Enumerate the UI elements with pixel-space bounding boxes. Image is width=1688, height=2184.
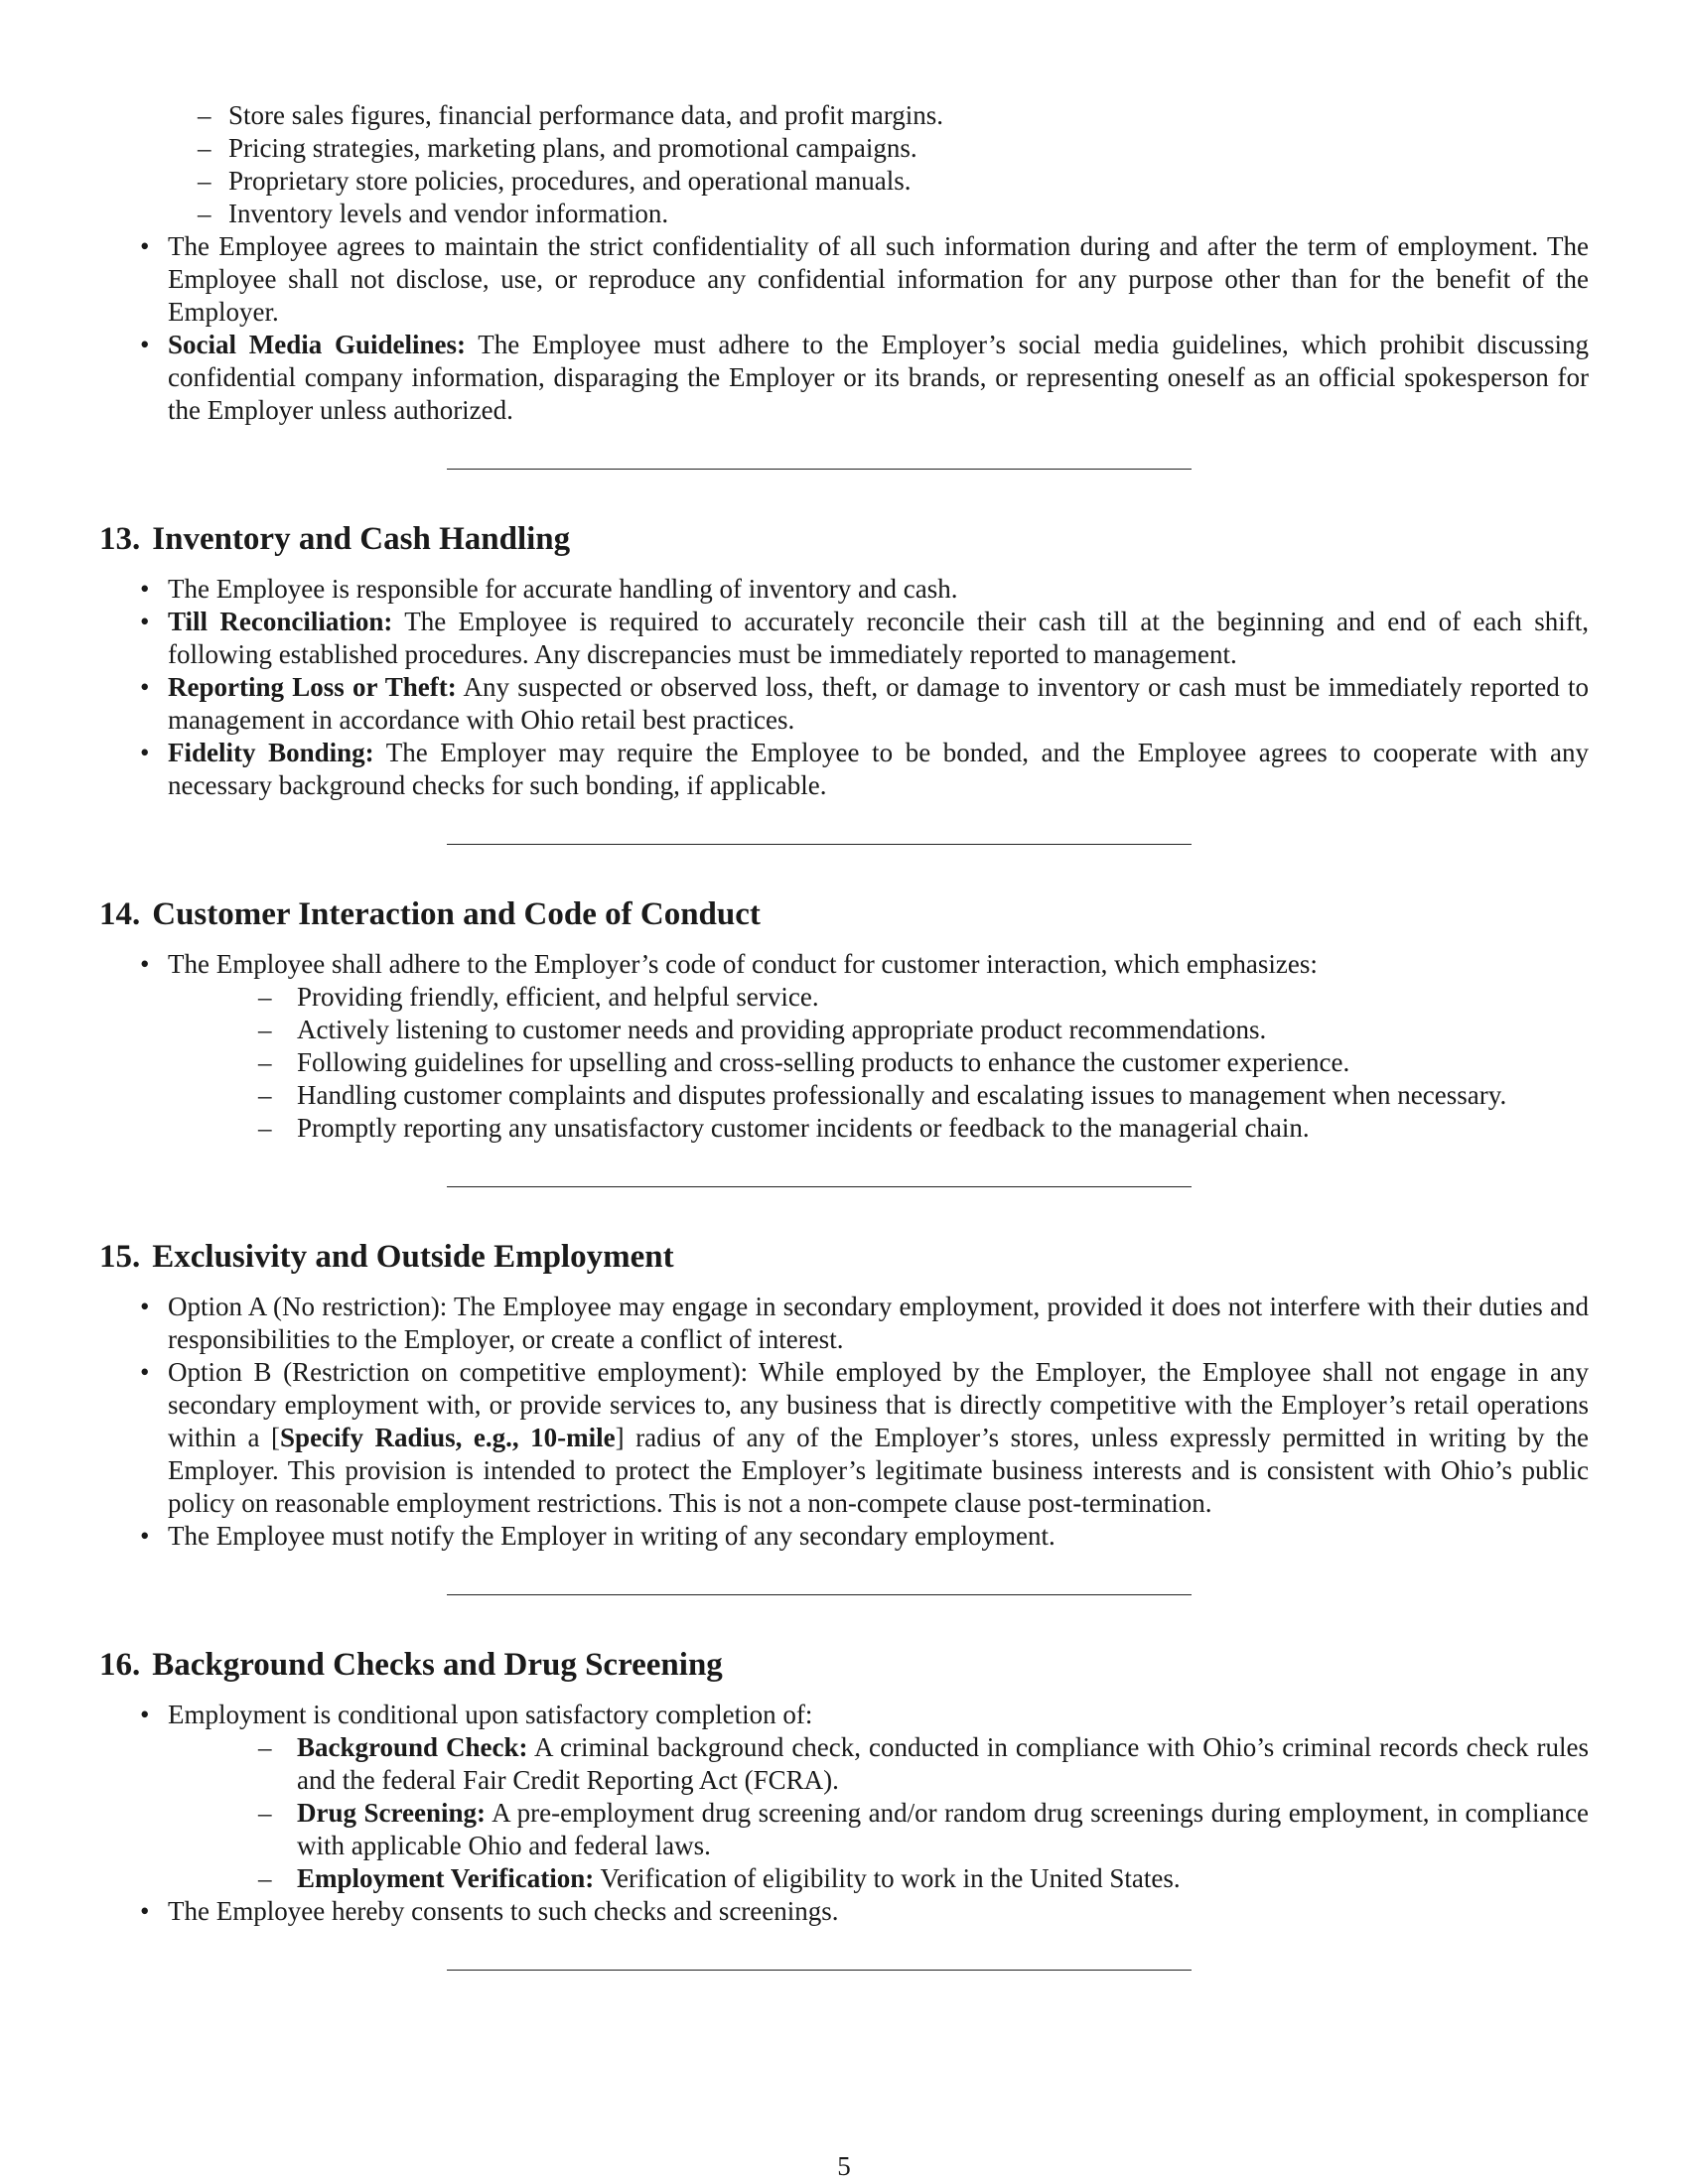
section-number: 16.: [99, 1647, 141, 1683]
section-divider: [447, 1970, 1192, 1971]
clause-text: Verification of eligibility to work in the United States.: [594, 1863, 1181, 1893]
confidential-items-list: [168, 99, 1589, 230]
list-item: – Providing friendly, efficient, and helpful service.: [168, 981, 1589, 1014]
section-number: 14.: [99, 896, 141, 932]
section-15-list: [99, 1291, 1589, 1553]
list-item: • The Employee must notify the Employer in writing of any secondary employment.: [99, 1520, 1589, 1553]
list-item: [99, 1699, 1589, 1895]
clause-text: The Employee is required to accurately reconcile their cash till at the beginning and end of each shift, following established procedures. Any discrepancies must be immediately reported to management.: [168, 607, 1590, 669]
confidential-items-group: [99, 99, 1589, 230]
section-number: 13.: [99, 521, 141, 557]
clause-label: Background Check:: [297, 1732, 528, 1762]
page-number: 5: [837, 2151, 851, 2181]
clause-label: Employment Verification:: [297, 1863, 595, 1893]
list-item: – Pricing strategies, marketing plans, and promotional campaigns.: [168, 132, 1589, 165]
clause-label: Social Media Guidelines:: [168, 330, 466, 359]
list-item: • The Employee is responsible for accurate handling of inventory and cash.: [99, 573, 1589, 606]
clause-text: The Employee shall adhere to the Employer’s code of conduct for customer interaction, which emphasizes:: [168, 949, 1318, 979]
list-item: [99, 948, 1589, 1145]
clause-text: A pre-employment drug screening and/or random drug screenings during employment, in compliance with applicable Ohio and federal laws.: [297, 1798, 1589, 1860]
list-item: – Handling customer complaints and disputes professionally and escalating issues to management when necessary.: [168, 1079, 1589, 1112]
clause-text: ] radius of any of the Employer’s stores, unless expressly permitted in writing by the Employer. This provision is intended to protect the Employer’s legitimate business interests and is consistent with Ohio’s public policy on reasonable employment restrictions. This is not a non-compete clause post-termination.: [168, 1423, 1589, 1518]
clause-label: Fidelity Bonding:: [168, 738, 374, 767]
section-heading: [99, 519, 1589, 559]
list-item: • Option A (No restriction): The Employee may engage in secondary employment, provided it does not interfere with their duties and responsibilities to the Employer, or create a conflict of interest.: [99, 1291, 1589, 1356]
section-title: Inventory and Cash Handling: [152, 521, 571, 557]
social-media-clause: [99, 329, 1589, 427]
section-16-list: [99, 1699, 1589, 1928]
section-13-list: [99, 573, 1589, 802]
list-item: [99, 737, 1589, 802]
list-item: – Inventory levels and vendor information.: [168, 198, 1589, 230]
list-item: – Promptly reporting any unsatisfactory customer incidents or feedback to the managerial chain.: [168, 1112, 1589, 1145]
section-14-list: [99, 948, 1589, 1145]
document-page: [99, 99, 1589, 1971]
section-divider: [447, 1594, 1192, 1595]
section-divider: [447, 844, 1192, 845]
conduct-items-list: [168, 981, 1589, 1145]
list-item: [168, 1731, 1589, 1797]
list-item: [99, 671, 1589, 737]
clause-text: A criminal background check, conducted in compliance with Ohio’s criminal records check rules and the federal Fair Credit Reporting Act (FCRA).: [297, 1732, 1589, 1795]
list-item: • The Employee hereby consents to such checks and screenings.: [99, 1895, 1589, 1928]
list-item: – Following guidelines for upselling and cross-selling products to enhance the customer experience.: [168, 1046, 1589, 1079]
clause-label: Reporting Loss or Theft:: [168, 672, 457, 702]
section-heading: [99, 1237, 1589, 1277]
list-item: [168, 1862, 1589, 1895]
section-12-continuation: [99, 99, 1589, 427]
list-item: [168, 1797, 1589, 1862]
clause-text: Option B (Restriction on competitive employment): While employed by the Employer, the Employee shall not engage in any secondary employment with, or provide services to, any business that is directly competitive with the Employer’s retail operations within a [: [168, 1357, 1589, 1452]
clause-text: Any suspected or observed loss, theft, or damage to inventory or cash must be immediately reported to management in accordance with Ohio retail best practices.: [168, 672, 1589, 735]
list-item: [99, 1356, 1589, 1520]
confidentiality-clause: • The Employee agrees to maintain the strict confidentiality of all such information during and after the term of employment. The Employee shall not disclose, use, or reproduce any confidential information for any purpose other than for the benefit of the Employer.: [99, 230, 1589, 329]
list-item: – Actively listening to customer needs and providing appropriate product recommendations.: [168, 1014, 1589, 1046]
section-divider: [447, 469, 1192, 470]
section-number: 15.: [99, 1239, 141, 1275]
placeholder-text: Specify Radius, e.g., 10-mile: [280, 1423, 616, 1452]
section-title: Customer Interaction and Code of Conduct: [152, 896, 761, 932]
section-divider: [447, 1186, 1192, 1187]
clause-text: The Employee must adhere to the Employer’s social media guidelines, which prohibit discussing confidential company information, disparaging the Employer or its brands, or representing oneself as an official spokesperson for the Employer unless authorized.: [168, 330, 1589, 425]
screening-items-list: [168, 1731, 1589, 1895]
clause-text: Employment is conditional upon satisfactory completion of:: [168, 1700, 813, 1729]
list-item: – Store sales figures, financial performance data, and profit margins.: [168, 99, 1589, 132]
list-item: – Proprietary store policies, procedures, and operational manuals.: [168, 165, 1589, 198]
section-title: Exclusivity and Outside Employment: [152, 1239, 674, 1275]
clause-label: Till Reconciliation:: [168, 607, 393, 636]
section-heading: [99, 894, 1589, 934]
section-heading: [99, 1645, 1589, 1685]
list-item: [99, 606, 1589, 671]
clause-text: The Employer may require the Employee to be bonded, and the Employee agrees to cooperate with any necessary background checks for such bonding, if applicable.: [168, 738, 1589, 800]
clause-label: Drug Screening:: [297, 1798, 487, 1828]
section-title: Background Checks and Drug Screening: [152, 1647, 723, 1683]
